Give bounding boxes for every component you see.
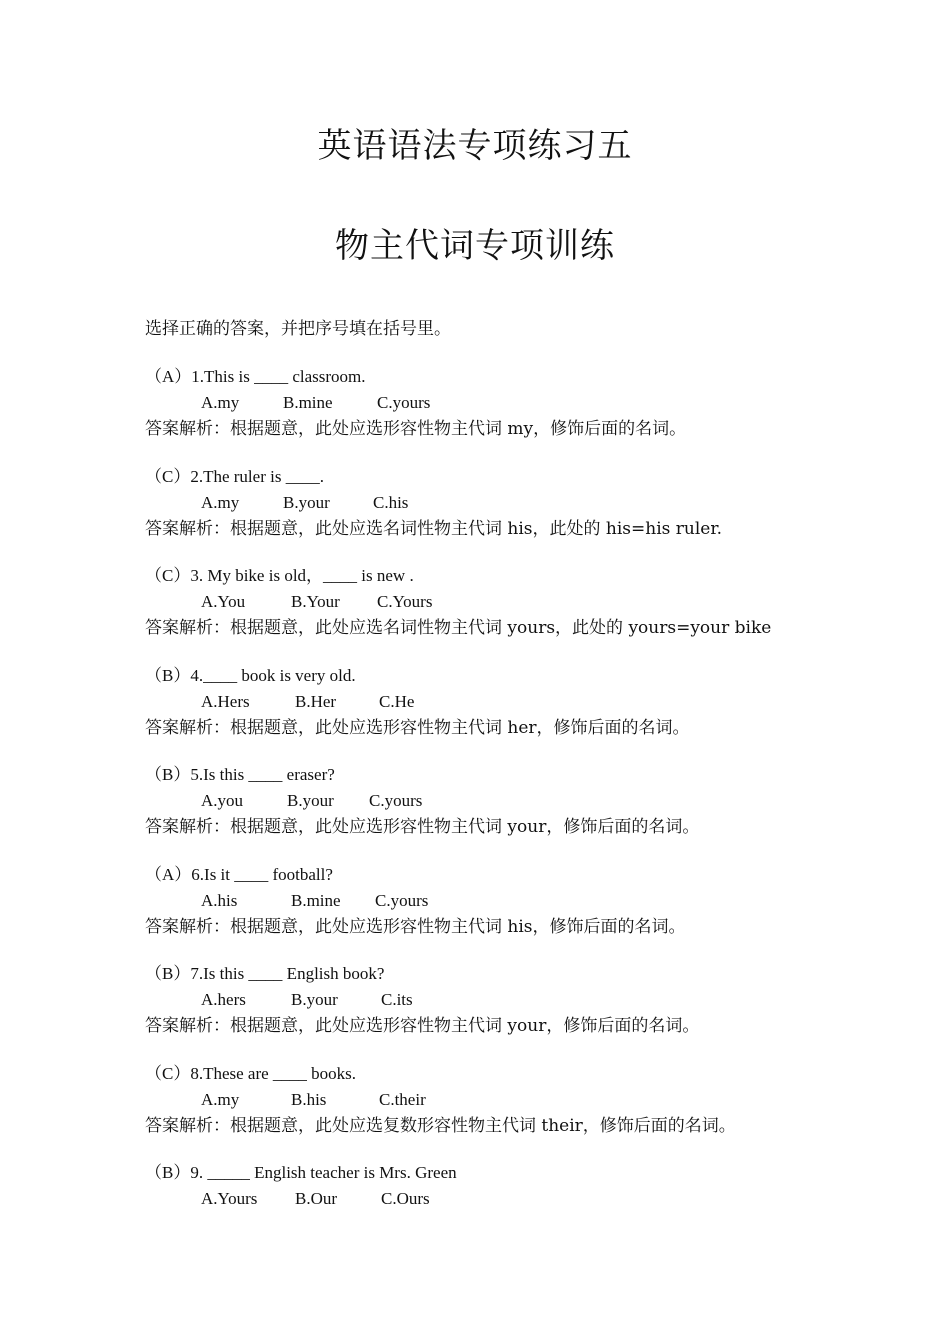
options-row xyxy=(145,987,865,1013)
option-c: C.He xyxy=(379,692,415,711)
option-c: C.yours xyxy=(369,791,423,810)
answer-explanation: 答案解析：根据题意，此处应选名词性物主代词 his，此处的 his=his ruler. xyxy=(145,519,723,539)
question-item xyxy=(145,762,865,840)
question-item xyxy=(145,464,865,542)
answer-choice: （B） xyxy=(145,1163,191,1182)
question-item xyxy=(145,961,865,1039)
answer-choice: （C） xyxy=(145,467,191,486)
question-text: 9. _____ English teacher is Mrs. Green xyxy=(190,1163,457,1182)
answer-explanation: 答案解析：根据题意，此处应选形容性物主代词 his，修饰后面的名词。 xyxy=(145,917,686,937)
option-a: A.his xyxy=(201,891,238,910)
question-text: 8.These are ____ books. xyxy=(190,1064,357,1083)
option-c: C.his xyxy=(373,493,409,512)
question-item xyxy=(145,563,865,641)
options-row xyxy=(145,1186,865,1212)
answer-choice: （A） xyxy=(145,367,192,386)
question-item xyxy=(145,663,865,741)
option-b: B.Her xyxy=(295,692,337,711)
option-a: A.hers xyxy=(201,990,246,1009)
option-c: C.Ours xyxy=(381,1189,430,1208)
question-text: 5.Is this ____ eraser? xyxy=(190,765,335,784)
question-line xyxy=(145,1061,865,1087)
answer-explanation: 答案解析：根据题意，此处应选形容性物主代词 your，修饰后面的名词。 xyxy=(145,817,700,837)
options-row xyxy=(145,689,865,715)
options-row xyxy=(145,788,865,814)
options-row xyxy=(145,888,865,914)
question-text: 2.The ruler is ____. xyxy=(190,467,324,486)
question-line xyxy=(145,762,865,788)
options-row xyxy=(145,589,865,615)
option-a: A.You xyxy=(201,592,246,611)
options-row xyxy=(145,490,865,516)
option-c: C.yours xyxy=(375,891,429,910)
answer-explanation: 答案解析：根据题意，此处应选形容性物主代词 my，修饰后面的名词。 xyxy=(145,419,687,439)
options-row xyxy=(145,390,865,416)
question-item xyxy=(145,862,865,940)
question-text: 1.This is ____ classroom. xyxy=(191,367,366,386)
option-c: C.their xyxy=(379,1090,426,1109)
options-row xyxy=(145,1087,865,1113)
question-text: 4.____ book is very old. xyxy=(190,666,356,685)
question-text: 7.Is this ____ English book? xyxy=(190,964,385,983)
question-item xyxy=(145,364,865,442)
answer-choice: （B） xyxy=(145,964,191,983)
answer-explanation: 答案解析：根据题意，此处应选复数形容性物主代词 their，修饰后面的名词。 xyxy=(145,1116,736,1136)
question-text: 3. My bike is old，____ is new . xyxy=(190,566,414,585)
question-line xyxy=(145,464,865,490)
answer-choice: （C） xyxy=(145,566,191,585)
document-title: 英语语法专项练习五 xyxy=(317,126,633,166)
option-a: A.Hers xyxy=(201,692,250,711)
option-b: B.mine xyxy=(283,393,333,412)
question-line xyxy=(145,364,865,390)
question-line xyxy=(145,862,865,888)
option-b: B.his xyxy=(291,1090,327,1109)
option-b: B.your xyxy=(283,493,330,512)
question-line xyxy=(145,563,865,589)
question-line xyxy=(145,663,865,689)
question-item xyxy=(145,1061,865,1139)
option-b: B.your xyxy=(287,791,334,810)
answer-choice: （B） xyxy=(145,666,191,685)
option-a: A.my xyxy=(201,393,240,412)
option-a: A.my xyxy=(201,493,240,512)
answer-choice: （C） xyxy=(145,1064,191,1083)
answer-explanation: 答案解析：根据题意，此处应选形容性物主代词 your，修饰后面的名词。 xyxy=(145,1016,700,1036)
option-a: A.my xyxy=(201,1090,240,1109)
answer-choice: （B） xyxy=(145,765,191,784)
question-line xyxy=(145,1160,865,1186)
question-line xyxy=(145,961,865,987)
option-b: B.Our xyxy=(295,1189,338,1208)
option-c: C.Yours xyxy=(377,592,433,611)
option-a: A.Yours xyxy=(201,1189,258,1208)
option-a: A.you xyxy=(201,791,244,810)
instruction-text: 选择正确的答案，并把序号填在括号里。 xyxy=(145,319,451,339)
question-item xyxy=(145,1160,865,1212)
option-b: B.Your xyxy=(291,592,340,611)
answer-explanation: 答案解析：根据题意，此处应选形容性物主代词 her，修饰后面的名词。 xyxy=(145,718,690,738)
question-text: 6.Is it ____ football? xyxy=(191,865,333,884)
document-subtitle: 物主代词专项训练 xyxy=(335,226,615,266)
answer-explanation: 答案解析：根据题意，此处应选名词性物主代词 yours，此处的 yours=your bike xyxy=(145,618,772,638)
option-c: C.yours xyxy=(377,393,431,412)
answer-choice: （A） xyxy=(145,865,192,884)
option-c: C.its xyxy=(381,990,413,1009)
option-b: B.mine xyxy=(291,891,341,910)
option-b: B.your xyxy=(291,990,338,1009)
